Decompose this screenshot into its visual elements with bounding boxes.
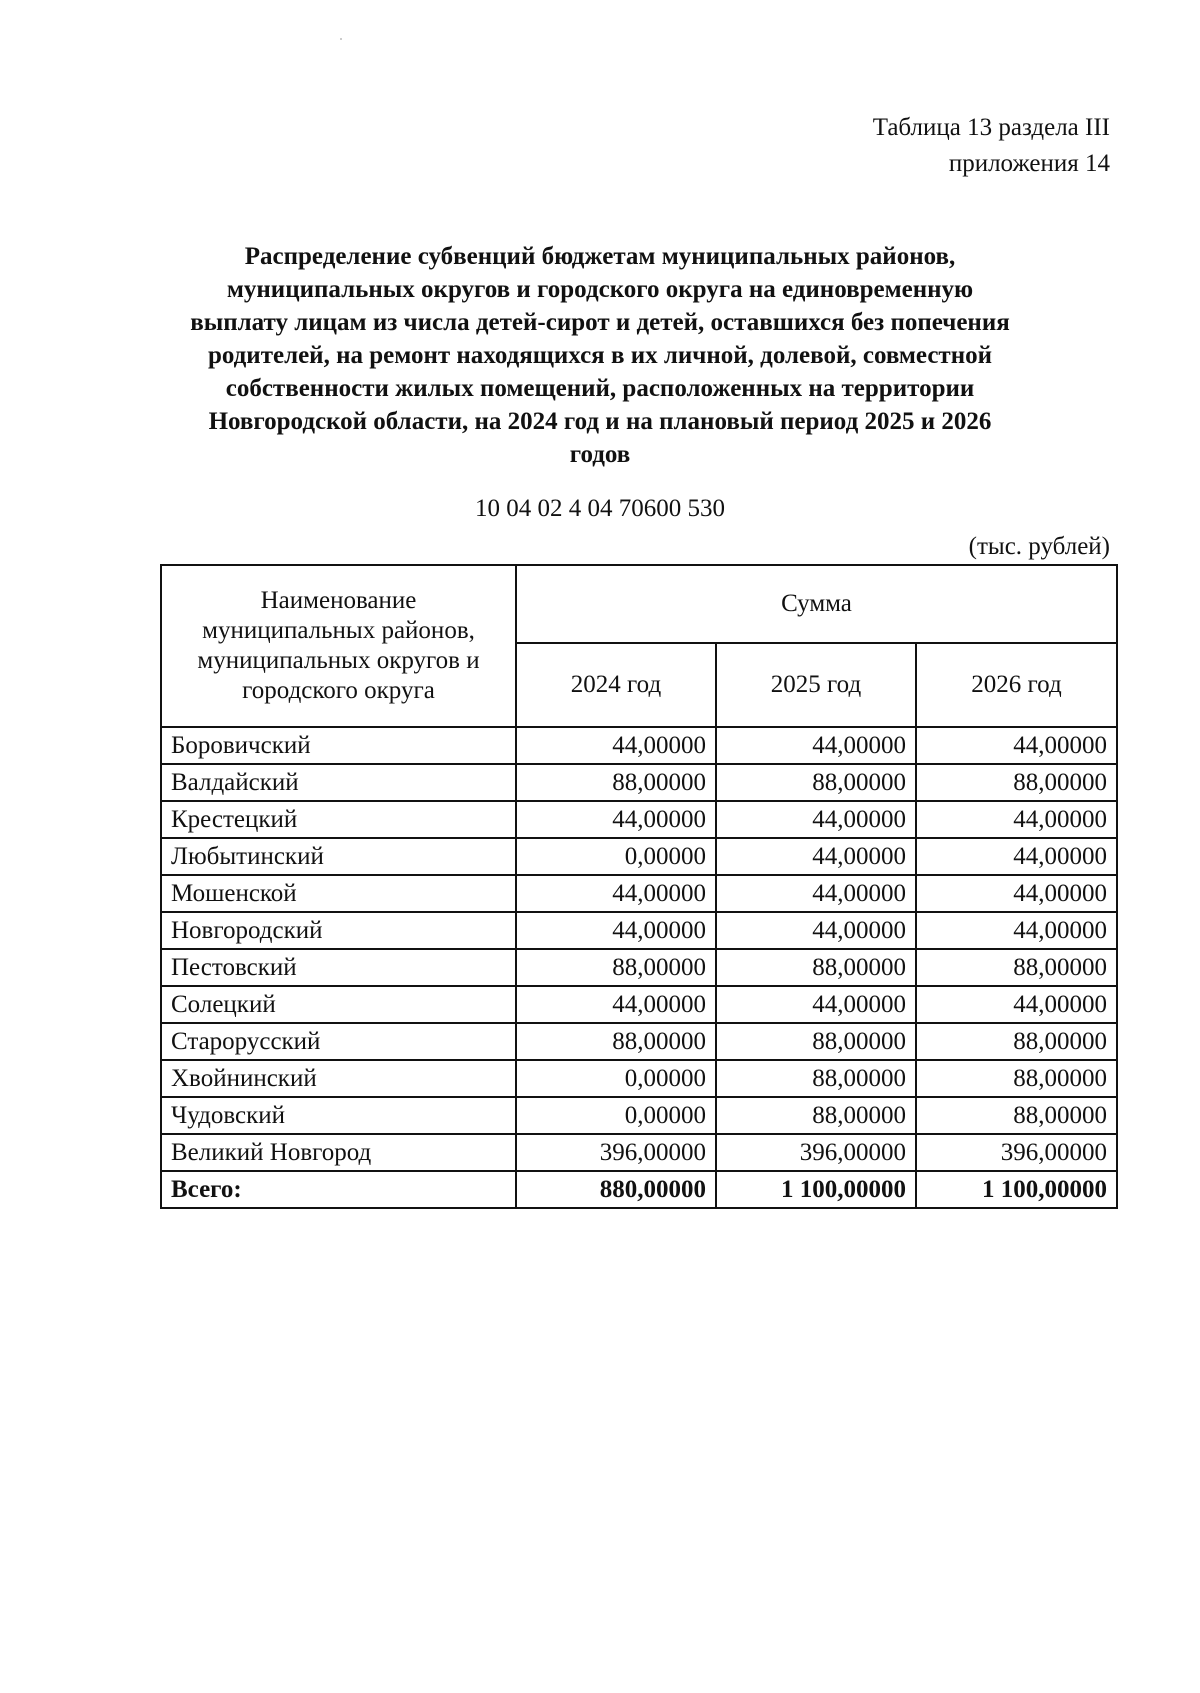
document-title [160, 240, 1040, 471]
value-2025: 396,00000 [716, 1134, 916, 1171]
value-2026: 88,00000 [916, 949, 1117, 986]
header-row [161, 565, 1117, 643]
total-label: Всего: [161, 1171, 516, 1208]
title-line: муниципальных округов и городского округа на единовременную [226, 276, 974, 303]
header-sum: Сумма [516, 565, 1117, 643]
district-name: Пестовский [161, 949, 516, 986]
table-row [161, 838, 1117, 875]
value-2025: 44,00000 [716, 912, 916, 949]
table-row [161, 875, 1117, 912]
table-row [161, 727, 1117, 764]
value-2026: 88,00000 [916, 764, 1117, 801]
title-line: годов [569, 441, 631, 468]
value-2025: 44,00000 [716, 801, 916, 838]
table-body [161, 727, 1117, 1208]
district-name: Солецкий [161, 986, 516, 1023]
title-line: родителей, на ремонт находящихся в их личной, долевой, совместной [207, 342, 993, 369]
value-2026: 88,00000 [916, 1060, 1117, 1097]
value-2026: 88,00000 [916, 1023, 1117, 1060]
district-name: Великий Новгород [161, 1134, 516, 1171]
value-2025: 44,00000 [716, 986, 916, 1023]
table-row [161, 801, 1117, 838]
value-2026: 44,00000 [916, 986, 1117, 1023]
value-2024: 88,00000 [516, 764, 716, 801]
value-2026: 44,00000 [916, 912, 1117, 949]
value-2025: 88,00000 [716, 1097, 916, 1134]
district-name: Хвойнинский [161, 1060, 516, 1097]
title-line: Новгородской области, на 2024 год и на плановый период 2025 и 2026 [208, 408, 992, 435]
value-2024: 0,00000 [516, 838, 716, 875]
district-name: Новгородский [161, 912, 516, 949]
reference-line-2: приложения 14 [948, 150, 1110, 177]
district-name: Крестецкий [161, 801, 516, 838]
subvention-table [160, 564, 1118, 1209]
value-2025: 44,00000 [716, 838, 916, 875]
value-2026: 44,00000 [916, 875, 1117, 912]
value-2025: 88,00000 [716, 1060, 916, 1097]
value-2025: 88,00000 [716, 764, 916, 801]
value-2026: 88,00000 [916, 1097, 1117, 1134]
value-2024: 44,00000 [516, 912, 716, 949]
district-name: Валдайский [161, 764, 516, 801]
table-row [161, 1060, 1117, 1097]
scan-speck [340, 38, 342, 40]
value-2024: 88,00000 [516, 1023, 716, 1060]
table-row [161, 986, 1117, 1023]
district-name: Старорусский [161, 1023, 516, 1060]
table-row [161, 1134, 1117, 1171]
value-2024: 88,00000 [516, 949, 716, 986]
value-2026: 44,00000 [916, 727, 1117, 764]
value-2026: 396,00000 [916, 1134, 1117, 1171]
header-name: Наименование муниципальных районов, муниципальных округов и городского округа [161, 565, 516, 727]
value-2024: 44,00000 [516, 986, 716, 1023]
title-line: собственности жилых помещений, расположенных на территории [225, 375, 975, 402]
units-label: (тыс. рублей) [968, 533, 1110, 560]
table-row [161, 912, 1117, 949]
total-2024: 880,00000 [516, 1171, 716, 1208]
value-2024: 396,00000 [516, 1134, 716, 1171]
district-name: Боровичский [161, 727, 516, 764]
total-row [161, 1171, 1117, 1208]
value-2025: 44,00000 [716, 875, 916, 912]
value-2025: 44,00000 [716, 727, 916, 764]
value-2024: 0,00000 [516, 1097, 716, 1134]
header-year-2025: 2025 год [716, 643, 916, 727]
total-2026: 1 100,00000 [916, 1171, 1117, 1208]
header-year-2024: 2024 год [516, 643, 716, 727]
table-row [161, 764, 1117, 801]
value-2026: 44,00000 [916, 838, 1117, 875]
district-name: Любытинский [161, 838, 516, 875]
district-name: Мошенской [161, 875, 516, 912]
value-2025: 88,00000 [716, 1023, 916, 1060]
value-2024: 44,00000 [516, 801, 716, 838]
reference-line-1: Таблица 13 раздела III [872, 114, 1110, 141]
header-year-2026: 2026 год [916, 643, 1117, 727]
table-row [161, 1097, 1117, 1134]
district-name: Чудовский [161, 1097, 516, 1134]
table-row [161, 949, 1117, 986]
table-reference [873, 110, 1110, 182]
table-row [161, 1023, 1117, 1060]
title-line: Распределение субвенций бюджетам муниципальных районов, [244, 243, 956, 270]
value-2024: 0,00000 [516, 1060, 716, 1097]
value-2024: 44,00000 [516, 727, 716, 764]
budget-code: 10 04 02 4 04 70600 530 [475, 495, 725, 522]
total-2025: 1 100,00000 [716, 1171, 916, 1208]
value-2025: 88,00000 [716, 949, 916, 986]
title-line: выплату лицам из числа детей-сирот и детей, оставшихся без попечения [190, 309, 1010, 336]
value-2026: 44,00000 [916, 801, 1117, 838]
value-2024: 44,00000 [516, 875, 716, 912]
